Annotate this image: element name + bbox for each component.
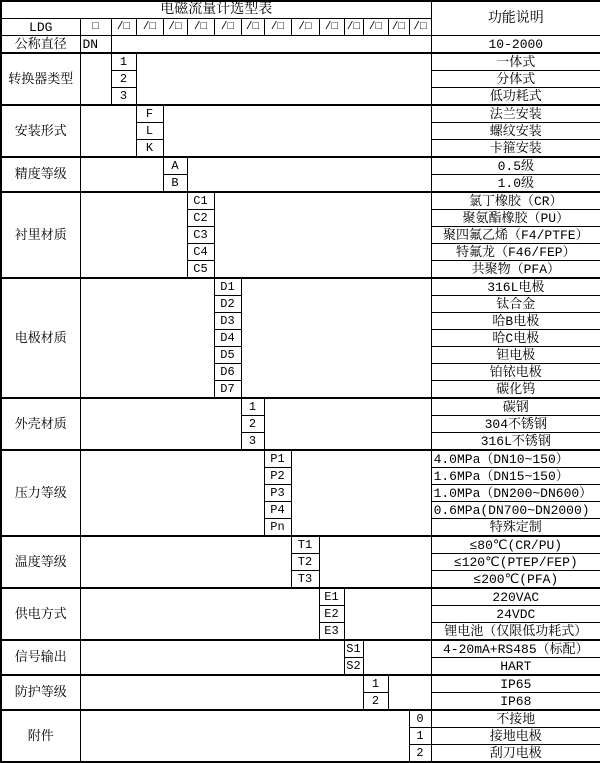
pressure-grade-desc-P4: 0.6MPa(DN700~DN2000) bbox=[431, 502, 600, 519]
lining-material-desc-C2: 聚氨酯橡胶（PU） bbox=[431, 210, 600, 227]
installation-form-desc-F: 法兰安装 bbox=[431, 105, 600, 123]
nominal-diameter-desc: 10-2000 bbox=[431, 36, 600, 54]
power-supply-code-E2: E2 bbox=[319, 606, 344, 623]
pressure-grade-code-P1: P1 bbox=[264, 450, 291, 468]
signal-output-left-spacer bbox=[80, 640, 344, 675]
temperature-grade-desc-T3: ≤200℃(PFA) bbox=[431, 571, 600, 589]
pressure-grade-code-P4: P4 bbox=[264, 502, 291, 519]
section-label-protection-grade: 防护等级 bbox=[1, 675, 80, 710]
electrode-material-code-D1: D1 bbox=[214, 278, 241, 296]
converter-type-code-1: 1 bbox=[111, 53, 136, 71]
housing-material-code-3: 3 bbox=[241, 433, 264, 451]
lining-material-desc-C3: 聚四氟乙烯（F4/PTFE） bbox=[431, 227, 600, 244]
temperature-grade-code-T1: T1 bbox=[291, 536, 319, 554]
accessories-code-0: 0 bbox=[409, 710, 431, 728]
lining-material-desc-C5: 共聚物（PFA） bbox=[431, 261, 600, 279]
accuracy-grade-right-spacer bbox=[187, 157, 431, 192]
lining-material-code-C2: C2 bbox=[187, 210, 214, 227]
electrode-material-code-D7: D7 bbox=[214, 381, 241, 399]
signal-output-code-S1: S1 bbox=[344, 640, 363, 658]
accessories-left-spacer bbox=[80, 710, 409, 762]
converter-type-code-2: 2 bbox=[111, 71, 136, 88]
page-title: 电磁流量计选型表 bbox=[1, 1, 431, 19]
electrode-material-desc-D1: 316L电极 bbox=[431, 278, 600, 296]
accuracy-grade-code-A: A bbox=[163, 157, 187, 175]
accessories-desc-1: 接地电极 bbox=[431, 728, 600, 745]
converter-type-code-3: 3 bbox=[111, 88, 136, 106]
converter-type-right-spacer bbox=[136, 53, 431, 105]
model-code-box-12: /□ bbox=[388, 19, 409, 36]
lining-material-left-spacer bbox=[80, 192, 187, 278]
installation-form-right-spacer bbox=[163, 105, 431, 157]
temperature-grade-code-T2: T2 bbox=[291, 554, 319, 571]
signal-output-right-spacer bbox=[363, 640, 431, 675]
converter-type-desc-3: 低功耗式 bbox=[431, 88, 600, 106]
electrode-material-code-D6: D6 bbox=[214, 364, 241, 381]
function-column-header: 功能说明 bbox=[431, 1, 600, 36]
housing-material-right-spacer bbox=[264, 398, 431, 450]
section-label-pressure-grade: 压力等级 bbox=[1, 450, 80, 536]
housing-material-left-spacer bbox=[80, 398, 241, 450]
power-supply-desc-E1: 220VAC bbox=[431, 588, 600, 606]
power-supply-desc-E3: 锂电池（仅限低功耗式） bbox=[431, 623, 600, 641]
accessories-code-2: 2 bbox=[409, 745, 431, 763]
power-supply-right-spacer bbox=[344, 588, 431, 640]
accuracy-grade-desc-A: 0.5级 bbox=[431, 157, 600, 175]
signal-output-desc-S1: 4-20mA+RS485（标配） bbox=[431, 640, 600, 658]
accuracy-grade-desc-B: 1.0级 bbox=[431, 175, 600, 193]
converter-type-desc-1: 一体式 bbox=[431, 53, 600, 71]
section-label-nominal-diameter: 公称直径 bbox=[1, 36, 80, 54]
lining-material-code-C5: C5 bbox=[187, 261, 214, 279]
model-code-box-10: /□ bbox=[344, 19, 363, 36]
model-code-box-2: /□ bbox=[136, 19, 163, 36]
accuracy-grade-code-B: B bbox=[163, 175, 187, 193]
model-code-box-7: /□ bbox=[264, 19, 291, 36]
electrode-material-code-D4: D4 bbox=[214, 330, 241, 347]
section-label-lining-material: 衬里材质 bbox=[1, 192, 80, 278]
model-code-box-1: /□ bbox=[111, 19, 136, 36]
power-supply-left-spacer bbox=[80, 588, 319, 640]
model-code-box-11: /□ bbox=[363, 19, 388, 36]
housing-material-desc-1: 碳钢 bbox=[431, 398, 600, 416]
section-label-accessories: 附件 bbox=[1, 710, 80, 762]
pressure-grade-desc-Pn: 特殊定制 bbox=[431, 519, 600, 537]
protection-grade-desc-1: IP65 bbox=[431, 675, 600, 693]
accuracy-grade-left-spacer bbox=[80, 157, 163, 192]
model-code-box-9: /□ bbox=[319, 19, 344, 36]
electrode-material-right-spacer bbox=[241, 278, 431, 398]
model-code-box-13: /□ bbox=[409, 19, 431, 36]
power-supply-code-E3: E3 bbox=[319, 623, 344, 641]
electrode-material-desc-D3: 哈B电极 bbox=[431, 313, 600, 330]
section-label-power-supply: 供电方式 bbox=[1, 588, 80, 640]
section-label-installation-form: 安装形式 bbox=[1, 105, 80, 157]
electrode-material-code-D2: D2 bbox=[214, 296, 241, 313]
lining-material-desc-C4: 特氟龙（F46/FEP） bbox=[431, 244, 600, 261]
signal-output-desc-S2: HART bbox=[431, 658, 600, 676]
pressure-grade-desc-P1: 4.0MPa（DN10~150） bbox=[431, 450, 600, 468]
installation-form-code-L: L bbox=[136, 123, 163, 140]
housing-material-desc-3: 316L不锈钢 bbox=[431, 433, 600, 451]
lining-material-code-C4: C4 bbox=[187, 244, 214, 261]
electrode-material-desc-D7: 碳化钨 bbox=[431, 381, 600, 399]
pressure-grade-code-P2: P2 bbox=[264, 468, 291, 485]
housing-material-code-1: 1 bbox=[241, 398, 264, 416]
electrode-material-desc-D2: 钛合金 bbox=[431, 296, 600, 313]
power-supply-code-E1: E1 bbox=[319, 588, 344, 606]
temperature-grade-right-spacer bbox=[319, 536, 431, 588]
model-prefix-label: LDG bbox=[1, 19, 80, 36]
installation-form-left-spacer bbox=[80, 105, 136, 157]
temperature-grade-desc-T2: ≤120℃(PTEP/FEP) bbox=[431, 554, 600, 571]
power-supply-desc-E2: 24VDC bbox=[431, 606, 600, 623]
section-label-converter-type: 转换器类型 bbox=[1, 53, 80, 105]
electrode-material-code-D5: D5 bbox=[214, 347, 241, 364]
electrode-material-desc-D6: 铂铱电极 bbox=[431, 364, 600, 381]
protection-grade-code-2: 2 bbox=[363, 693, 388, 711]
lining-material-code-C1: C1 bbox=[187, 192, 214, 210]
pressure-grade-desc-P3: 1.0MPa（DN200~DN600） bbox=[431, 485, 600, 502]
model-code-box-3: /□ bbox=[163, 19, 187, 36]
section-label-temperature-grade: 温度等级 bbox=[1, 536, 80, 588]
protection-grade-right-spacer bbox=[388, 675, 431, 710]
section-label-housing-material: 外壳材质 bbox=[1, 398, 80, 450]
model-code-box-4: /□ bbox=[187, 19, 214, 36]
section-label-electrode-material: 电极材质 bbox=[1, 278, 80, 398]
pressure-grade-code-Pn: Pn bbox=[264, 519, 291, 537]
nominal-diameter-code: DN bbox=[80, 36, 111, 54]
lining-material-right-spacer bbox=[214, 192, 431, 278]
temperature-grade-left-spacer bbox=[80, 536, 291, 588]
model-code-box-8: /□ bbox=[291, 19, 319, 36]
nominal-diameter-spacer bbox=[111, 36, 431, 54]
signal-output-code-S2: S2 bbox=[344, 658, 363, 676]
protection-grade-code-1: 1 bbox=[363, 675, 388, 693]
model-code-box-0: □ bbox=[80, 19, 111, 36]
installation-form-desc-L: 螺纹安装 bbox=[431, 123, 600, 140]
pressure-grade-left-spacer bbox=[80, 450, 264, 536]
pressure-grade-code-P3: P3 bbox=[264, 485, 291, 502]
housing-material-desc-2: 304不锈钢 bbox=[431, 416, 600, 433]
accessories-code-1: 1 bbox=[409, 728, 431, 745]
installation-form-code-K: K bbox=[136, 140, 163, 158]
section-label-accuracy-grade: 精度等级 bbox=[1, 157, 80, 192]
model-code-box-5: /□ bbox=[214, 19, 241, 36]
electrode-material-desc-D5: 钽电极 bbox=[431, 347, 600, 364]
installation-form-desc-K: 卡箍安装 bbox=[431, 140, 600, 158]
electrode-material-desc-D4: 哈C电极 bbox=[431, 330, 600, 347]
lining-material-desc-C1: 氯丁橡胶（CR） bbox=[431, 192, 600, 210]
lining-material-code-C3: C3 bbox=[187, 227, 214, 244]
temperature-grade-desc-T1: ≤80℃(CR/PU) bbox=[431, 536, 600, 554]
converter-type-desc-2: 分体式 bbox=[431, 71, 600, 88]
housing-material-code-2: 2 bbox=[241, 416, 264, 433]
accessories-desc-0: 不接地 bbox=[431, 710, 600, 728]
model-code-box-6: /□ bbox=[241, 19, 264, 36]
electrode-material-code-D3: D3 bbox=[214, 313, 241, 330]
accessories-desc-2: 刮刀电极 bbox=[431, 745, 600, 763]
pressure-grade-right-spacer bbox=[291, 450, 431, 536]
pressure-grade-desc-P2: 1.6MPa（DN15~150） bbox=[431, 468, 600, 485]
electrode-material-left-spacer bbox=[80, 278, 214, 398]
protection-grade-left-spacer bbox=[80, 675, 363, 710]
converter-type-left-spacer bbox=[80, 53, 111, 105]
temperature-grade-code-T3: T3 bbox=[291, 571, 319, 589]
installation-form-code-F: F bbox=[136, 105, 163, 123]
section-label-signal-output: 信号输出 bbox=[1, 640, 80, 675]
protection-grade-desc-2: IP68 bbox=[431, 693, 600, 711]
